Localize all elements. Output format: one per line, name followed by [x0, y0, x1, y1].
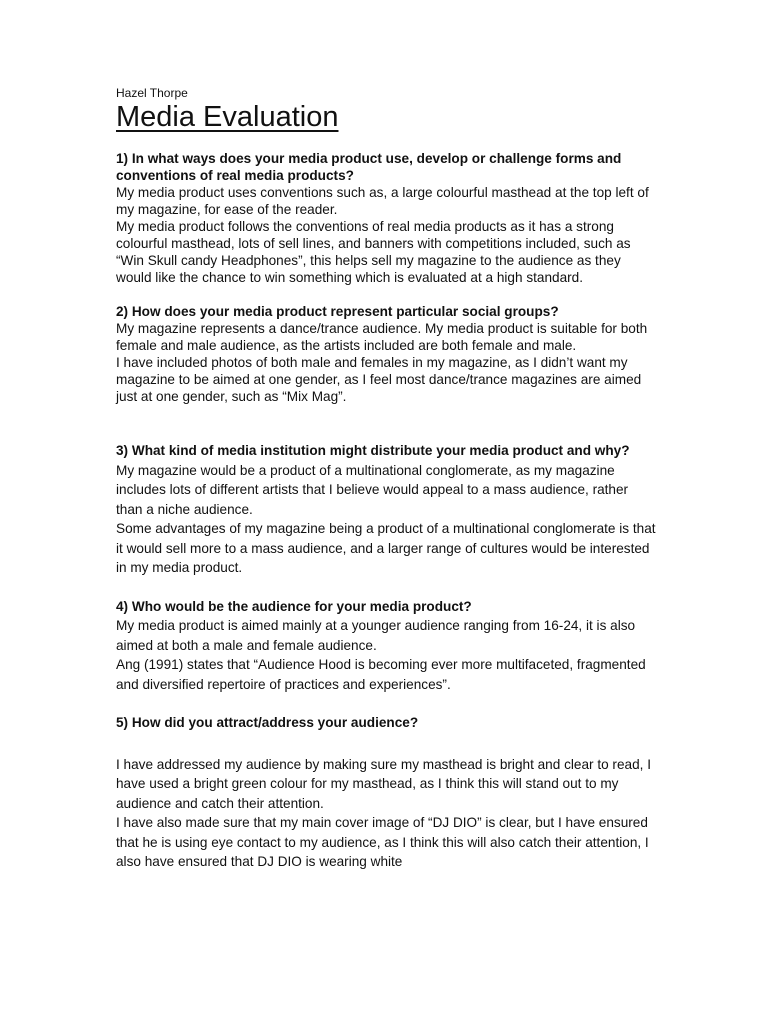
question-heading: 5) How did you attract/address your audience?	[116, 715, 419, 730]
question-heading: 3) What kind of media institution might distribute your media product and why?	[116, 443, 630, 458]
answer-paragraph: Some advantages of my magazine being a product of a multinational conglomerate is that it would sell more to a mass audience, and a larger range of cultures would be interested in my media product.	[116, 521, 656, 575]
answer-paragraph: Ang (1991) states that “Audience Hood is becoming ever more multifaceted, fragmented and diversified repertoire of practices and experiences”.	[116, 657, 646, 692]
answer-paragraph: My magazine represents a dance/trance audience. My media product is suitable for both female and male audience, as the artists included are both female and male.	[116, 321, 648, 353]
document-page	[116, 86, 656, 872]
answer-paragraph: My magazine would be a product of a multinational conglomerate, as my magazine includes lots of different artists that I believe would appeal to a mass audience, rather than a niche audience.	[116, 462, 629, 517]
author-name: Hazel Thorpe	[116, 86, 188, 100]
document-title: Media Evaluation	[116, 101, 339, 133]
question-heading: 4) Who would be the audience for your media product?	[116, 598, 472, 614]
section-4	[116, 597, 656, 695]
answer-paragraph: I have also made sure that my main cover image of “DJ DIO” is clear, but I have ensured that he is using eye contact to my audience, as I think this will also catch their attention, I also have ensured that DJ DIO is wearing white	[116, 815, 649, 869]
answer-paragraph: I have included photos of both male and females in my magazine, as I didn’t want my magazine to be aimed at one gender, as I feel most dance/trance magazines are aimed just at one gender, such as “Mix Mag”.	[116, 355, 642, 404]
question-heading: 2) How does your media product represent particular social groups?	[116, 304, 559, 319]
section-5	[116, 713, 656, 872]
answer-paragraph: My media product is aimed mainly at a younger audience ranging from 16-24, it is also aimed at both a male and female audience.	[116, 618, 636, 653]
answer-paragraph: My media product uses conventions such as, a large colourful masthead at the top left of my magazine, for ease of the reader.	[116, 185, 649, 217]
answer-paragraph: I have addressed my audience by making sure my masthead is bright and clear to read, I have used a bright green colour for my masthead, as I think this will stand out to my audience and catch their attention.	[116, 756, 651, 811]
section-2	[116, 303, 656, 405]
section-3	[116, 441, 656, 578]
answer-paragraph: My media product follows the conventions of real media products as it has a strong colourful masthead, lots of sell lines, and banners with competitions included, such as “Win Skull candy Headphones”, this helps sell my magazine to the audience as they would like the chance to win something which is evaluated at a high standard.	[116, 219, 631, 285]
section-1	[116, 150, 656, 286]
question-heading: 1) In what ways does your media product use, develop or challenge forms and conventions of real media products?	[116, 151, 622, 183]
